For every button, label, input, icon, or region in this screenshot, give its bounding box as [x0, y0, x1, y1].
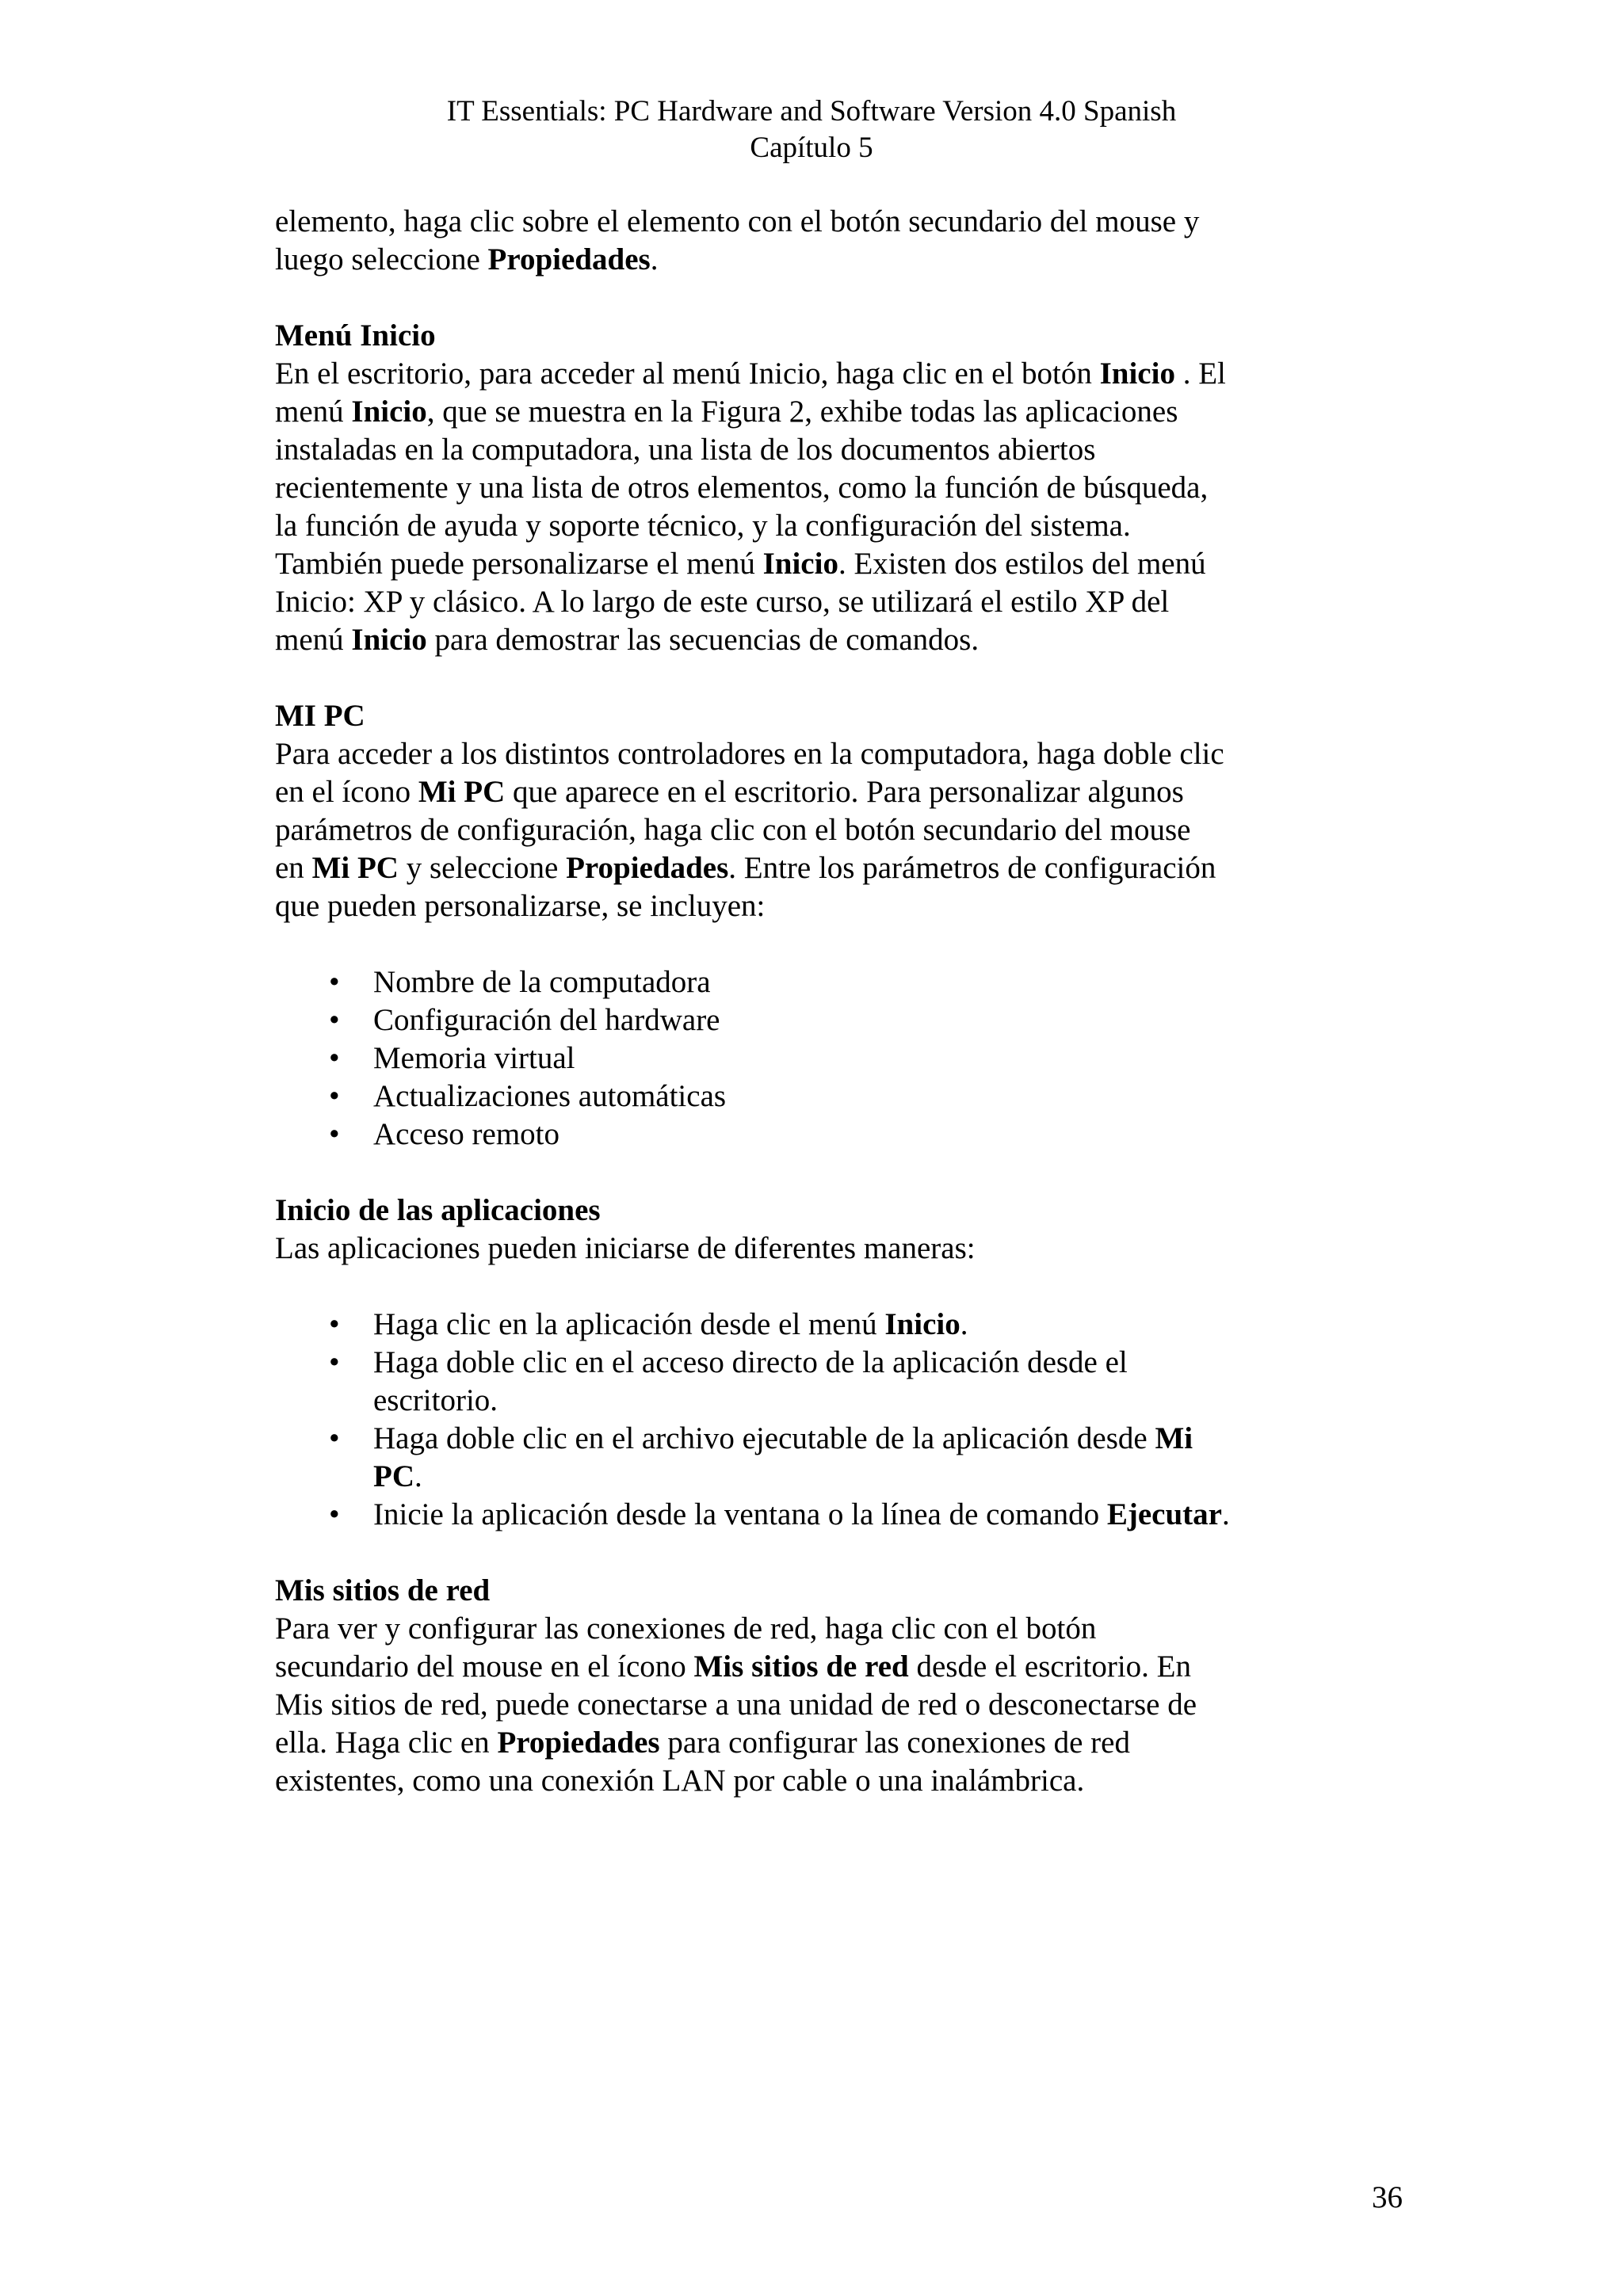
- page-number: 36: [1372, 2180, 1403, 2214]
- bullet-icon: •: [329, 1079, 340, 1113]
- section-title-menu-inicio: Menú Inicio: [275, 318, 436, 353]
- bullet-icon: •: [329, 1041, 340, 1075]
- list-item: • Configuración del hardware: [275, 1001, 1329, 1039]
- list-item: • Nombre de la computadora: [275, 963, 1329, 1001]
- bullet-icon: •: [329, 1421, 340, 1455]
- section-title-inicio-aplicaciones: Inicio de las aplicaciones: [275, 1193, 601, 1227]
- mi-pc-settings-list: [275, 963, 1329, 1154]
- bullet-icon: •: [329, 1117, 340, 1151]
- section-title-mi-pc: MI PC: [275, 699, 365, 733]
- chapter-label: Capítulo 5: [750, 132, 873, 164]
- list-item: • Haga doble clic en el archivo ejecutable de la aplicación desde Mi PC.: [329, 1421, 1193, 1493]
- mis-sitios-paragraph: Para ver y configurar las conexiones de red, haga clic con el botón secundario del mouse en el ícono Mis sitios de red desde el escritorio. En Mis sitios de red, puede conectarse a una unidad de red o desconectarse de ella. Haga clic en Propiedades para configurar las conexiones de red existentes, como una conexión LAN por cable o una inalámbrica.: [275, 1611, 1197, 1798]
- menu-inicio-paragraph: En el escritorio, para acceder al menú Inicio, haga clic en el botón Inicio . El menú Inicio, que se muestra en la Figura 2, exhibe todas las aplicaciones instaladas en la computadora, una lista de los documentos abiertos recientemente y una lista de otros elementos, como la función de búsqueda, la función de ayuda y soporte técnico, y la configuración del sistema. También puede personalizarse el menú Inicio. Existen dos estilos del menú Inicio: XP y clásico. A lo largo de este curso, se utilizará el estilo XP del menú Inicio para demostrar las secuencias de comandos.: [275, 357, 1226, 657]
- bullet-icon: •: [329, 1345, 340, 1379]
- list-item: • Memoria virtual: [275, 1039, 1329, 1077]
- page-header: [0, 93, 1623, 166]
- bullet-icon: •: [329, 965, 340, 999]
- document-title: IT Essentials: PC Hardware and Software Version 4.0 Spanish: [446, 95, 1177, 128]
- bullet-icon: •: [329, 1307, 340, 1341]
- inicio-aplicaciones-intro: Las aplicaciones pueden iniciarse de diferentes maneras:: [275, 1231, 976, 1265]
- list-item: • Haga clic en la aplicación desde el menú Inicio.: [275, 1306, 1329, 1344]
- bullet-icon: •: [329, 1497, 340, 1531]
- mi-pc-paragraph: Para acceder a los distintos controladores en la computadora, haga doble clic en el ícono Mi PC que aparece en el escritorio. Para personalizar algunos parámetros de configuración, haga clic con el botón secundario del mouse en Mi PC y seleccione Propiedades. Entre los parámetros de configuración que pueden personalizarse, se incluyen:: [275, 737, 1224, 923]
- list-item: • Acceso remoto: [275, 1116, 1329, 1154]
- bullet-icon: •: [329, 1003, 340, 1037]
- intro-paragraph: elemento, haga clic sobre el elemento con el botón secundario del mouse y luego seleccione Propiedades.: [275, 204, 1200, 277]
- list-item: • Inicie la aplicación desde la ventana o la línea de comando Ejecutar.: [275, 1496, 1329, 1534]
- list-item: • Actualizaciones automáticas: [275, 1077, 1329, 1116]
- section-title-mis-sitios-de-red: Mis sitios de red: [275, 1573, 491, 1608]
- app-launch-list: [275, 1306, 1329, 1534]
- list-item: • Haga doble clic en el acceso directo de la aplicación desde el escritorio.: [329, 1345, 1128, 1417]
- document-body: [275, 203, 1329, 1800]
